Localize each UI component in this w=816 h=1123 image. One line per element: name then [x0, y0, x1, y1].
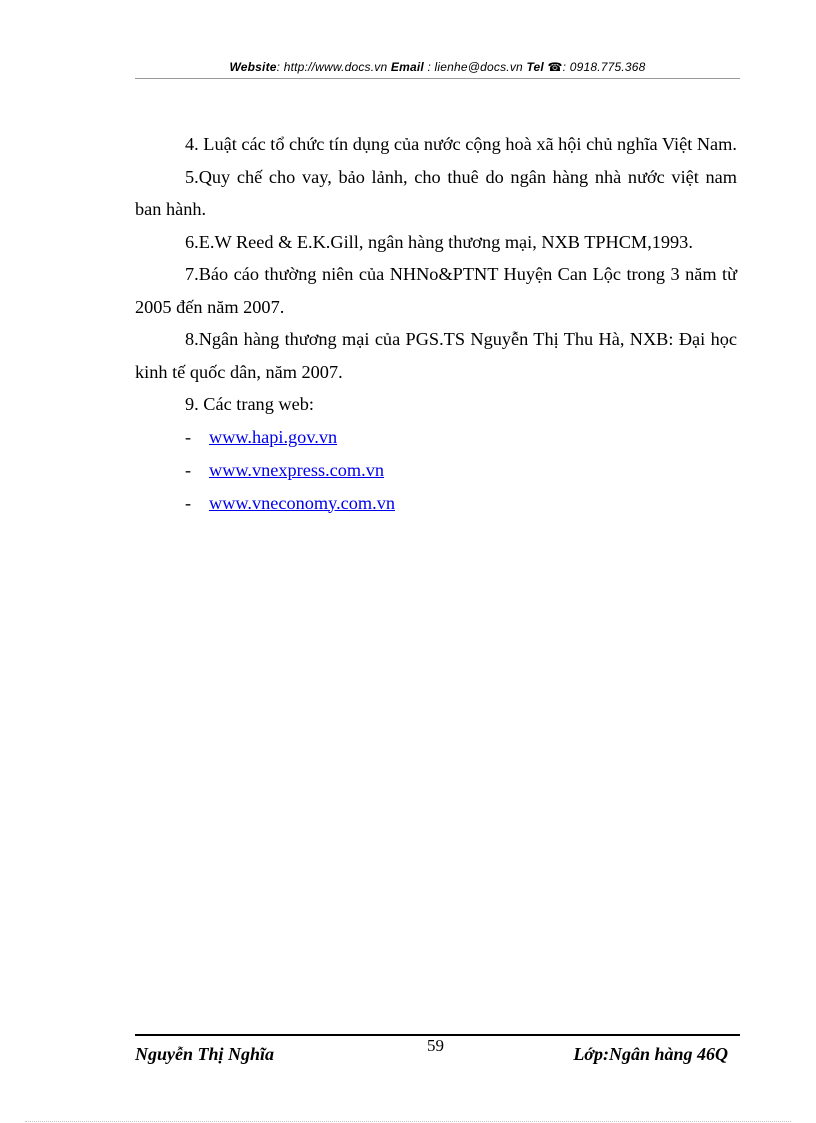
- reference-item: 8.Ngân hàng thương mại của PGS.TS Nguyễn Thị Thu Hà, NXB: Đại học kinh tế quốc dân, năm 2007.: [135, 329, 737, 382]
- phone-icon: ☎: [547, 60, 563, 74]
- list-dash: -: [185, 426, 192, 447]
- page-header: [135, 60, 740, 74]
- website-value: : http://www.docs.vn: [276, 60, 388, 74]
- website-list-item: [135, 487, 737, 520]
- page-number: 59: [427, 1036, 444, 1055]
- website-link-vneconomy[interactable]: www.vneconomy.com.vn: [209, 492, 395, 513]
- footer-author: Nguyễn Thị Nghĩa: [135, 1044, 275, 1064]
- reference-item: 5.Quy chế cho vay, bảo lảnh, cho thuê do ngân hàng nhà nước việt nam ban hành.: [135, 166, 737, 219]
- header-divider: [135, 78, 740, 79]
- reference-item: 6.E.W Reed & E.K.Gill, ngân hàng thương mại, NXB TPHCM,1993.: [185, 231, 693, 252]
- website-list-item: [135, 421, 737, 454]
- reference-item: 7.Báo cáo thường niên của NHNo&PTNT Huyện Can Lộc trong 3 năm từ 2005 đến năm 2007.: [135, 264, 737, 317]
- footer-class: Lớp:Ngân hàng 46Q: [573, 1044, 728, 1064]
- website-label: Website: [229, 60, 277, 74]
- website-link-vnexpress[interactable]: www.vnexpress.com.vn: [209, 459, 384, 480]
- tel-value: : 0918.775.368: [562, 60, 646, 74]
- list-dash: -: [185, 492, 192, 513]
- reference-item: 4. Luật các tổ chức tín dụng của nước cộng hoà xã hội chủ nghĩa Việt Nam.: [185, 134, 737, 154]
- list-dash: -: [185, 459, 192, 480]
- website-link-hapi[interactable]: www.hapi.gov.vn: [209, 426, 338, 447]
- tel-label: Tel: [526, 60, 544, 74]
- reference-item: 9. Các trang web:: [185, 394, 314, 414]
- email-value: : lienhe@docs.vn: [427, 60, 523, 74]
- page-bottom-border: [25, 1121, 791, 1122]
- reference-list: [135, 128, 737, 520]
- email-label: Email: [390, 60, 424, 74]
- website-list-item: [135, 454, 737, 487]
